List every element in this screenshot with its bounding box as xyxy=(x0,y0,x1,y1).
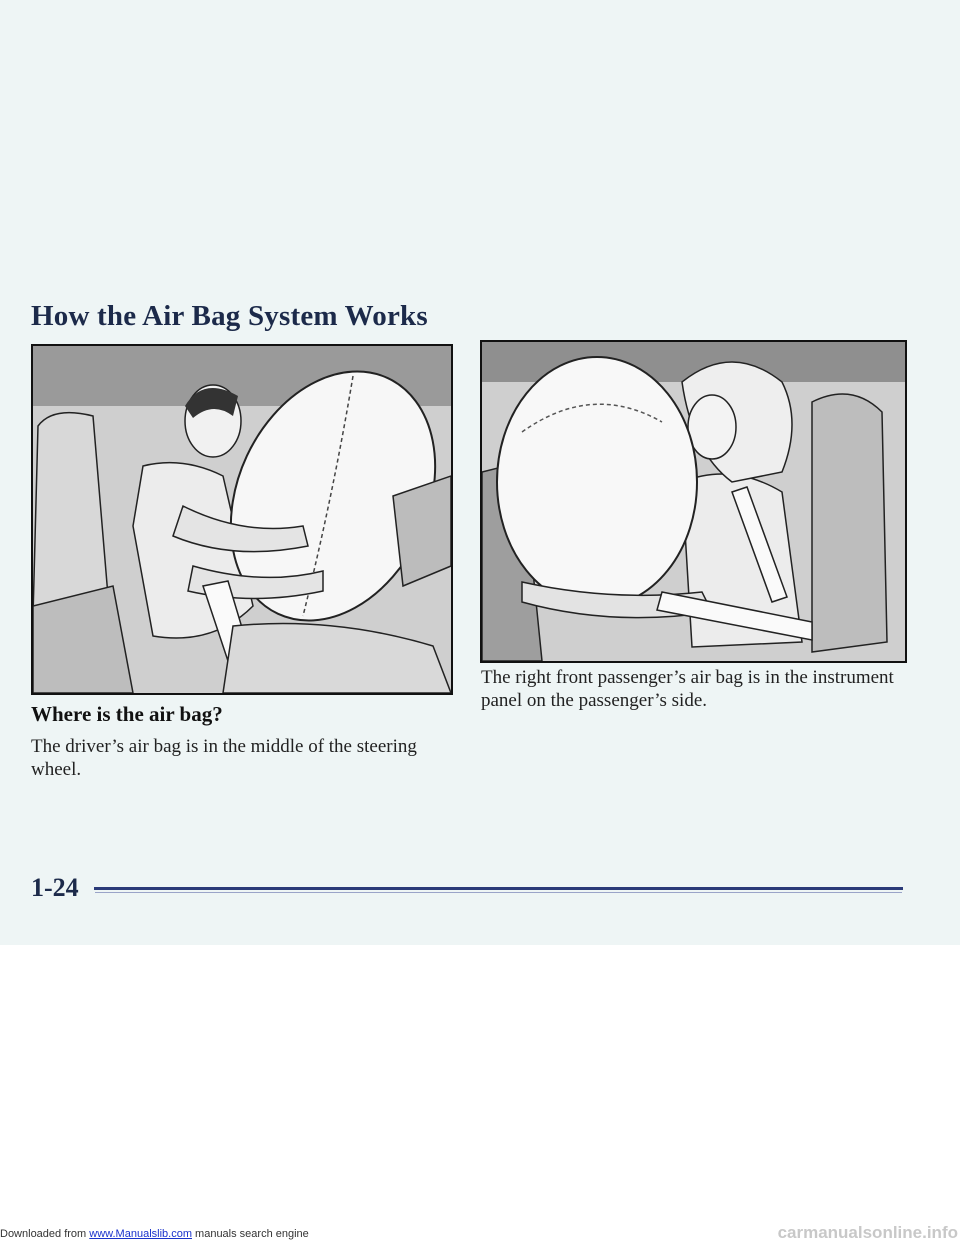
driver-airbag-text: The driver’s air bag is in the middle of the steering wheel. xyxy=(31,736,417,780)
download-suffix: manuals search engine xyxy=(191,1228,309,1240)
manualslib-link[interactable]: www.Manualslib.com xyxy=(89,1228,192,1240)
passenger-airbag-text: The right front passenger’s air bag is in the instrument panel on the passenger’s side. xyxy=(481,667,894,711)
watermark: carmanualsonline.info xyxy=(777,1223,958,1242)
driver-airbag-illustration xyxy=(31,344,453,695)
passenger-airbag-illustration xyxy=(480,340,907,663)
page-number: 1-24 xyxy=(31,873,79,902)
question-heading: Where is the air bag? xyxy=(31,702,223,726)
download-source-line xyxy=(0,1228,309,1240)
section-title: How the Air Bag System Works xyxy=(31,300,428,332)
download-prefix: Downloaded from xyxy=(0,1228,90,1240)
page-footer xyxy=(31,873,903,903)
footer-rule xyxy=(94,887,903,890)
